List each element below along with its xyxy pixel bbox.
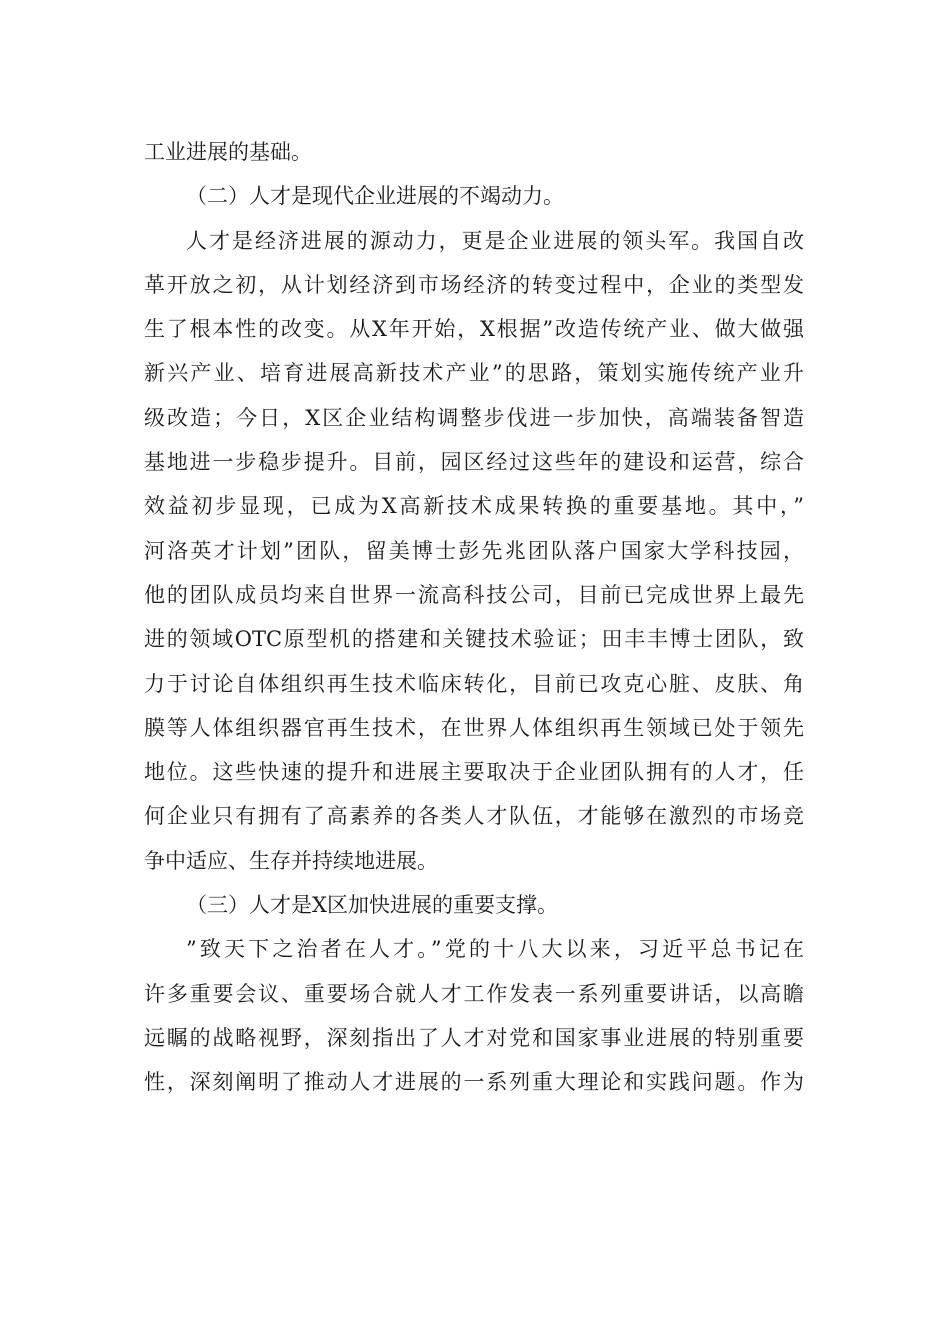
text-line: 新兴产业、培育进展高新技术产业”的思路，策划实施传统产业升 [144,361,804,386]
text-line: 进的领域OTC原型机的搭建和关键技术验证；田丰丰博士团队，致 [144,627,804,652]
text-line: 工业进展的基础。 [144,140,312,164]
text-line: 性，深刻阐明了推动人才进展的一系列重大理论和实践问题。作为 [144,1070,804,1095]
text-line: 远瞩的战略视野，深刻指出了人才对党和国家事业进展的特别重要 [144,1025,804,1050]
text-line: 河洛英才计划”团队，留美博士彭先兆团队落户国家大学科技园， [144,538,804,563]
text-line: 争中适应、生存并持续地进展。 [144,848,438,873]
text-line: 地位。这些快速的提升和进展主要取决于企业团队拥有的人才，任 [144,760,804,785]
text-line: 许多重要会议、重要场合就人才工作发表一系列重要讲话，以高瞻 [144,981,804,1006]
text-line: 何企业只有拥有了高素养的各类人才队伍，才能够在激烈的市场竞 [144,804,804,829]
text-line: 他的团队成员均来自世界一流高科技公司，目前已完成世界上最先 [144,582,804,607]
text-line: 基地进一步稳步提升。目前，园区经过这些年的建设和运营，综合 [144,450,804,475]
text-line: 革开放之初，从计划经济到市场经济的转变过程中，企业的类型发 [144,272,804,297]
text-line: 人才是经济进展的源动力，更是企业进展的领头军。我国自改 [186,228,804,253]
text-line: 级改造；今日，X区企业结构调整步伐进一步加快，高端装备智造 [144,405,804,430]
body-text [144,130,804,1105]
text-line: 膜等人体组织器官再生技术，在世界人体组织再生领域已处于领先 [144,715,804,740]
section-heading-2: （二）人才是现代企业进展的不竭动力。 [186,184,564,209]
text-line: 效益初步显现，已成为X高新技术成果转换的重要基地。其中，” [144,494,804,519]
text-line: ”致天下之治者在人才。”党的十八大以来，习近平总书记在 [186,937,804,962]
section-heading-3: （三）人才是X区加快进展的重要支撑。 [186,893,558,918]
text-line: 力于讨论自体组织再生技术临床转化，目前已攻克心脏、皮肤、角 [144,671,804,696]
text-line: 生了根本性的改变。从X年开始，X根据”改造传统产业、做大做强 [144,317,804,342]
